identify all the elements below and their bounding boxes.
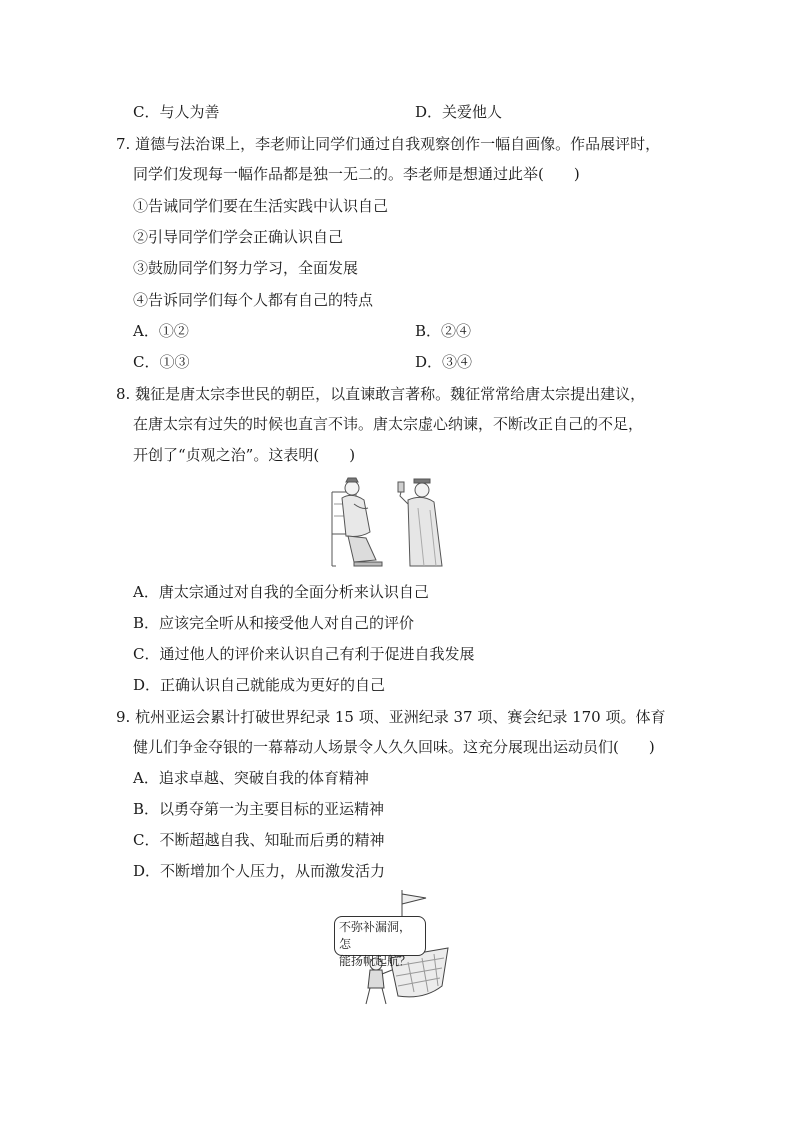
q8-stem-line2: 在唐太宗有过失的时候也直言不讳。唐太宗虚心纳谏，不断改正自己的不足， xyxy=(133,415,644,433)
q9-stem-line1: 9. 杭州亚运会累计打破世界纪录 15 项、亚洲纪录 37 项、赛会纪录 170 项。体育 xyxy=(116,708,666,726)
q7-option-a: A．①② xyxy=(133,322,189,340)
q8-option-d: D．正确认识自己就能成为更好的自己 xyxy=(133,676,386,694)
q8-option-b: B．应该完全听从和接受他人对自己的评价 xyxy=(133,614,415,632)
q8-option-c: C．通过他人的评价来认识自己有利于促进自我发展 xyxy=(133,645,475,663)
q9-stem-line2: 健儿们争金夺银的一幕幕动人场景令人久久回味。这充分展现出运动员们( ) xyxy=(133,738,655,756)
speech-bubble xyxy=(334,916,426,968)
q7-item-2: ②引导同学们学会正确认识自己 xyxy=(133,228,344,246)
speech-line-1: 不弥补漏洞，怎 xyxy=(339,920,412,951)
q8-option-a: A．唐太宗通过对自我的全面分析来认识自己 xyxy=(133,583,429,601)
q8-stem-line1: 8. 魏征是唐太宗李世民的朝臣，以直谏敢言著称。魏征常常给唐太宗提出建议， xyxy=(116,385,646,403)
q9-option-b: B．以勇夺第一为主要目标的亚运精神 xyxy=(133,800,385,818)
q7-item-4: ④告诉同学们每个人都有自己的特点 xyxy=(133,291,374,309)
q7-item-3: ③鼓励同学们努力学习，全面发展 xyxy=(133,259,359,277)
q7-option-d: D．③④ xyxy=(415,353,473,371)
emperor-minister-illustration xyxy=(326,474,456,570)
q9-option-c: C．不断超越自我、知耻而后勇的精神 xyxy=(133,831,385,849)
q7-item-1: ①告诫同学们要在生活实践中认识自己 xyxy=(133,197,389,215)
q9-option-a: A．追求卓越、突破自我的体育精神 xyxy=(133,769,369,787)
q7-option-b: B．②④ xyxy=(415,322,472,340)
speech-line-2: 能扬帆起航？ xyxy=(339,954,412,968)
q7-option-c: C．①③ xyxy=(133,353,190,371)
q6-option-c: C．与人为善 xyxy=(133,103,220,121)
q9-option-d: D．不断增加个人压力，从而激发活力 xyxy=(133,862,386,880)
q8-stem-line3: 开创了“贞观之治”。这表明( ) xyxy=(133,446,356,464)
q6-option-d: D．关爱他人 xyxy=(415,103,503,121)
q7-stem-line2: 同学们发现每一幅作品都是独一无二的。李老师是想通过此举( ) xyxy=(133,165,580,183)
q7-stem-line1: 7. 道德与法治课上，李老师让同学们通过自我观察创作一幅自画像。作品展评时， xyxy=(116,135,661,153)
